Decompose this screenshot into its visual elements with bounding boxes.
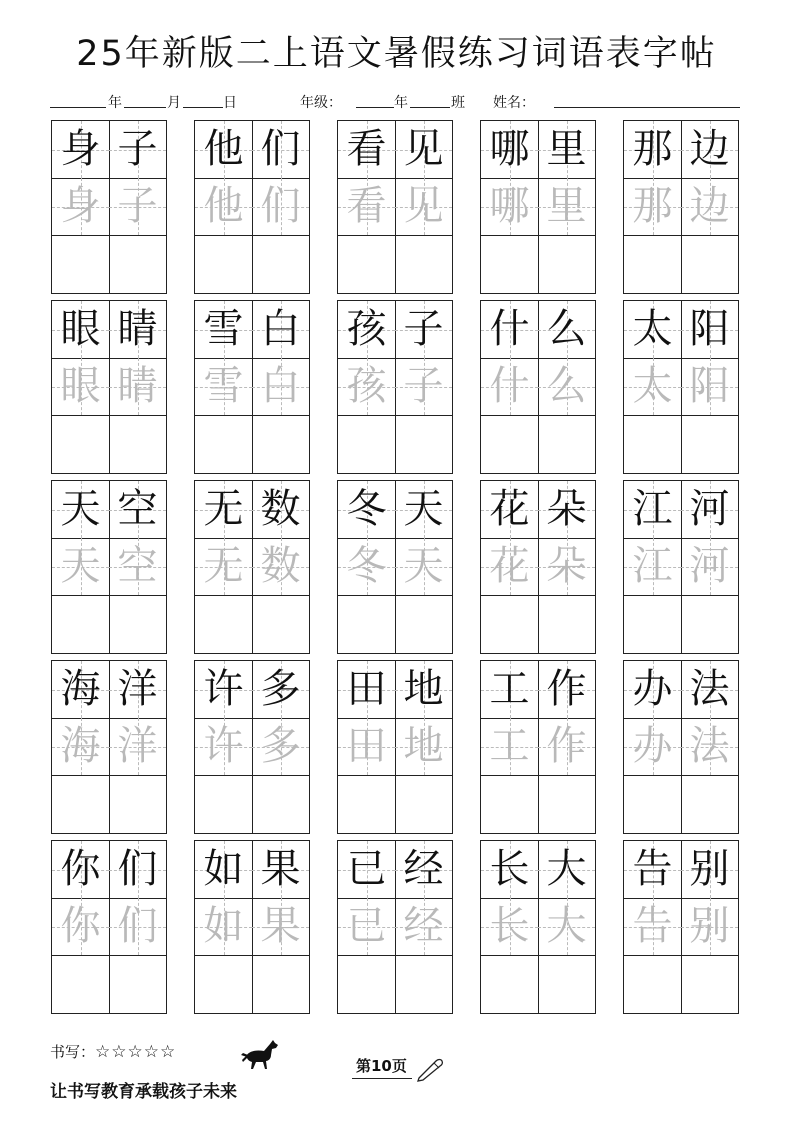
trace-character: 洋 bbox=[117, 723, 158, 769]
word-cell bbox=[623, 120, 739, 294]
model-square bbox=[395, 661, 452, 718]
model-character: 海 bbox=[60, 666, 101, 712]
model-square bbox=[538, 841, 595, 898]
model-character: 空 bbox=[117, 486, 158, 532]
word-cell bbox=[337, 660, 453, 834]
model-character: 办 bbox=[632, 666, 673, 712]
trace-character: 如 bbox=[203, 903, 244, 949]
blank-practice-square[interactable] bbox=[481, 775, 538, 832]
trace-square bbox=[395, 178, 452, 235]
model-square bbox=[624, 661, 681, 718]
model-square bbox=[195, 121, 252, 178]
trace-square bbox=[395, 898, 452, 955]
trace-character: 孩 bbox=[346, 363, 387, 409]
model-character: 多 bbox=[260, 666, 301, 712]
model-square bbox=[109, 121, 166, 178]
model-character: 子 bbox=[403, 306, 444, 352]
student-info-line bbox=[50, 89, 750, 113]
model-character: 他 bbox=[203, 126, 244, 172]
trace-square bbox=[52, 358, 109, 415]
trace-square bbox=[624, 898, 681, 955]
blank-practice-square[interactable] bbox=[52, 415, 109, 472]
trace-character: 法 bbox=[689, 723, 730, 769]
trace-square bbox=[624, 538, 681, 595]
model-square bbox=[252, 841, 309, 898]
trace-square bbox=[195, 898, 252, 955]
trace-character: 空 bbox=[117, 543, 158, 589]
word-cell bbox=[194, 660, 310, 834]
grade-blank[interactable] bbox=[356, 107, 394, 108]
model-character: 江 bbox=[632, 486, 673, 532]
trace-character: 你 bbox=[60, 903, 101, 949]
name-blank[interactable] bbox=[554, 107, 740, 108]
model-square bbox=[481, 481, 538, 538]
trace-character: 见 bbox=[403, 183, 444, 229]
blank-practice-square[interactable] bbox=[252, 775, 309, 832]
trace-square bbox=[195, 718, 252, 775]
word-cell bbox=[194, 840, 310, 1014]
trace-character: 果 bbox=[260, 903, 301, 949]
blank-practice-square[interactable] bbox=[624, 595, 681, 652]
blank-practice-square[interactable] bbox=[109, 235, 166, 292]
trace-character: 白 bbox=[260, 363, 301, 409]
blank-practice-square[interactable] bbox=[624, 235, 681, 292]
model-square bbox=[52, 481, 109, 538]
trace-character: 雪 bbox=[203, 363, 244, 409]
trace-character: 冬 bbox=[346, 543, 387, 589]
trace-square bbox=[252, 898, 309, 955]
trace-character: 边 bbox=[689, 183, 730, 229]
year-label: 年 bbox=[108, 95, 122, 111]
model-character: 眼 bbox=[60, 306, 101, 352]
model-square bbox=[109, 301, 166, 358]
model-character: 你 bbox=[60, 846, 101, 892]
model-character: 们 bbox=[260, 126, 301, 172]
model-square bbox=[538, 661, 595, 718]
blank-practice-square[interactable] bbox=[338, 955, 395, 1012]
model-character: 朵 bbox=[546, 486, 587, 532]
rating-stars[interactable]: ☆☆☆☆☆ bbox=[95, 1042, 177, 1062]
trace-square bbox=[481, 178, 538, 235]
trace-square bbox=[538, 718, 595, 775]
month-label: 月 bbox=[167, 95, 181, 111]
model-character: 子 bbox=[117, 126, 158, 172]
blank-practice-square[interactable] bbox=[109, 775, 166, 832]
word-cell bbox=[337, 840, 453, 1014]
word-cell bbox=[337, 480, 453, 654]
model-square bbox=[681, 481, 738, 538]
word-cell bbox=[51, 840, 167, 1014]
trace-character: 里 bbox=[546, 183, 587, 229]
blank-practice-square[interactable] bbox=[624, 415, 681, 472]
blank-practice-square[interactable] bbox=[338, 775, 395, 832]
trace-character: 经 bbox=[403, 903, 444, 949]
trace-square bbox=[481, 718, 538, 775]
trace-character: 工 bbox=[489, 723, 530, 769]
year-blank[interactable] bbox=[50, 107, 106, 108]
trace-square bbox=[395, 358, 452, 415]
model-square bbox=[252, 481, 309, 538]
page-underline bbox=[352, 1078, 412, 1079]
model-character: 天 bbox=[403, 486, 444, 532]
page-label: 第10页 bbox=[356, 1057, 407, 1075]
model-square bbox=[624, 121, 681, 178]
word-cell bbox=[480, 120, 596, 294]
word-cell bbox=[337, 300, 453, 474]
blank-practice-square[interactable] bbox=[481, 415, 538, 472]
blank-practice-square[interactable] bbox=[195, 235, 252, 292]
word-cell bbox=[623, 480, 739, 654]
trace-square bbox=[52, 178, 109, 235]
trace-character: 天 bbox=[403, 543, 444, 589]
trace-square bbox=[481, 898, 538, 955]
trace-square bbox=[195, 178, 252, 235]
model-character: 那 bbox=[632, 126, 673, 172]
model-character: 太 bbox=[632, 306, 673, 352]
model-character: 河 bbox=[689, 486, 730, 532]
trace-square bbox=[338, 538, 395, 595]
trace-square bbox=[481, 358, 538, 415]
model-character: 大 bbox=[546, 846, 587, 892]
blank-practice-square[interactable] bbox=[109, 415, 166, 472]
trace-square bbox=[624, 358, 681, 415]
model-square bbox=[109, 841, 166, 898]
trace-character: 许 bbox=[203, 723, 244, 769]
trace-square bbox=[338, 718, 395, 775]
model-square bbox=[538, 301, 595, 358]
trace-square bbox=[195, 538, 252, 595]
trace-square bbox=[681, 178, 738, 235]
model-character: 见 bbox=[403, 126, 444, 172]
model-square bbox=[195, 661, 252, 718]
trace-character: 多 bbox=[260, 723, 301, 769]
word-cell bbox=[51, 300, 167, 474]
blank-practice-square[interactable] bbox=[195, 955, 252, 1012]
blank-practice-square[interactable] bbox=[195, 775, 252, 832]
grade-year-label: 年 bbox=[394, 95, 408, 111]
blank-practice-square[interactable] bbox=[395, 415, 452, 472]
trace-square bbox=[538, 538, 595, 595]
trace-character: 告 bbox=[632, 903, 673, 949]
model-square bbox=[52, 661, 109, 718]
blank-practice-square[interactable] bbox=[252, 595, 309, 652]
horse-icon bbox=[240, 1036, 284, 1080]
blank-practice-square[interactable] bbox=[338, 235, 395, 292]
trace-character: 长 bbox=[489, 903, 530, 949]
model-square bbox=[338, 661, 395, 718]
trace-character: 那 bbox=[632, 183, 673, 229]
trace-square bbox=[52, 898, 109, 955]
trace-square bbox=[252, 538, 309, 595]
day-label: 日 bbox=[223, 95, 237, 111]
model-character: 白 bbox=[260, 306, 301, 352]
trace-character: 身 bbox=[60, 183, 101, 229]
page-title: 25年新版二上语文暑假练习词语表字帖 bbox=[76, 34, 717, 74]
model-character: 告 bbox=[632, 846, 673, 892]
class-label: 班 bbox=[451, 95, 465, 111]
blank-practice-square[interactable] bbox=[681, 595, 738, 652]
word-cell bbox=[51, 120, 167, 294]
blank-practice-square[interactable] bbox=[481, 595, 538, 652]
model-character: 无 bbox=[203, 486, 244, 532]
trace-square bbox=[109, 718, 166, 775]
model-character: 工 bbox=[489, 666, 530, 712]
blank-practice-square[interactable] bbox=[395, 235, 452, 292]
grade-label: 年级： bbox=[300, 95, 342, 111]
model-square bbox=[624, 301, 681, 358]
trace-square bbox=[538, 898, 595, 955]
trace-character: 江 bbox=[632, 543, 673, 589]
trace-square bbox=[252, 718, 309, 775]
model-character: 什 bbox=[489, 306, 530, 352]
model-character: 身 bbox=[60, 126, 101, 172]
model-square bbox=[338, 481, 395, 538]
page-number bbox=[356, 1055, 407, 1076]
model-square bbox=[52, 841, 109, 898]
model-square bbox=[481, 841, 538, 898]
word-cell bbox=[51, 660, 167, 834]
blank-practice-square[interactable] bbox=[538, 235, 595, 292]
blank-practice-square[interactable] bbox=[109, 955, 166, 1012]
blank-practice-square[interactable] bbox=[338, 595, 395, 652]
model-square bbox=[338, 121, 395, 178]
trace-character: 们 bbox=[260, 183, 301, 229]
model-character: 已 bbox=[346, 846, 387, 892]
blank-practice-square[interactable] bbox=[624, 955, 681, 1012]
model-square bbox=[395, 841, 452, 898]
trace-square bbox=[538, 178, 595, 235]
model-square bbox=[195, 481, 252, 538]
blank-practice-square[interactable] bbox=[681, 955, 738, 1012]
model-square bbox=[681, 301, 738, 358]
model-square bbox=[338, 301, 395, 358]
trace-square bbox=[52, 718, 109, 775]
trace-square bbox=[109, 358, 166, 415]
model-character: 睛 bbox=[117, 306, 158, 352]
blank-practice-square[interactable] bbox=[252, 415, 309, 472]
trace-square bbox=[109, 898, 166, 955]
blank-practice-square[interactable] bbox=[481, 235, 538, 292]
trace-character: 无 bbox=[203, 543, 244, 589]
model-character: 么 bbox=[546, 306, 587, 352]
trace-character: 们 bbox=[117, 903, 158, 949]
model-square bbox=[681, 841, 738, 898]
trace-square bbox=[109, 538, 166, 595]
trace-square bbox=[681, 898, 738, 955]
blank-practice-square[interactable] bbox=[195, 415, 252, 472]
model-square bbox=[52, 121, 109, 178]
model-character: 长 bbox=[489, 846, 530, 892]
trace-character: 天 bbox=[60, 543, 101, 589]
trace-square bbox=[195, 358, 252, 415]
class-blank[interactable] bbox=[410, 107, 450, 108]
trace-character: 河 bbox=[689, 543, 730, 589]
model-character: 边 bbox=[689, 126, 730, 172]
blank-practice-square[interactable] bbox=[52, 235, 109, 292]
model-character: 经 bbox=[403, 846, 444, 892]
blank-practice-square[interactable] bbox=[481, 955, 538, 1012]
trace-character: 眼 bbox=[60, 363, 101, 409]
trace-character: 他 bbox=[203, 183, 244, 229]
trace-square bbox=[681, 718, 738, 775]
model-square bbox=[395, 301, 452, 358]
blank-practice-square[interactable] bbox=[681, 775, 738, 832]
model-character: 看 bbox=[346, 126, 387, 172]
trace-square bbox=[109, 178, 166, 235]
model-square bbox=[109, 661, 166, 718]
word-cell bbox=[51, 480, 167, 654]
trace-character: 什 bbox=[489, 363, 530, 409]
word-cell bbox=[480, 660, 596, 834]
model-character: 里 bbox=[546, 126, 587, 172]
trace-character: 地 bbox=[403, 723, 444, 769]
word-cell bbox=[480, 480, 596, 654]
word-cell bbox=[480, 300, 596, 474]
day-blank[interactable] bbox=[183, 107, 223, 108]
blank-practice-square[interactable] bbox=[681, 415, 738, 472]
trace-character: 哪 bbox=[489, 183, 530, 229]
model-character: 数 bbox=[260, 486, 301, 532]
model-square bbox=[681, 121, 738, 178]
blank-practice-square[interactable] bbox=[538, 955, 595, 1012]
trace-square bbox=[338, 178, 395, 235]
blank-practice-square[interactable] bbox=[252, 235, 309, 292]
model-square bbox=[481, 121, 538, 178]
model-square bbox=[481, 661, 538, 718]
blank-practice-square[interactable] bbox=[624, 775, 681, 832]
model-character: 哪 bbox=[489, 126, 530, 172]
model-square bbox=[481, 301, 538, 358]
model-character: 们 bbox=[117, 846, 158, 892]
blank-practice-square[interactable] bbox=[338, 415, 395, 472]
trace-character: 花 bbox=[489, 543, 530, 589]
model-character: 法 bbox=[689, 666, 730, 712]
trace-character: 太 bbox=[632, 363, 673, 409]
trace-character: 别 bbox=[689, 903, 730, 949]
model-character: 天 bbox=[60, 486, 101, 532]
model-square bbox=[195, 301, 252, 358]
trace-character: 办 bbox=[632, 723, 673, 769]
word-cell bbox=[194, 120, 310, 294]
blank-practice-square[interactable] bbox=[195, 595, 252, 652]
blank-practice-square[interactable] bbox=[681, 235, 738, 292]
model-character: 花 bbox=[489, 486, 530, 532]
model-square bbox=[681, 661, 738, 718]
model-square bbox=[395, 481, 452, 538]
word-cell bbox=[194, 480, 310, 654]
model-square bbox=[109, 481, 166, 538]
model-character: 洋 bbox=[117, 666, 158, 712]
pen-icon bbox=[416, 1056, 446, 1086]
word-cell bbox=[480, 840, 596, 1014]
blank-practice-square[interactable] bbox=[538, 415, 595, 472]
blank-practice-square[interactable] bbox=[538, 595, 595, 652]
trace-square bbox=[681, 538, 738, 595]
model-character: 田 bbox=[346, 666, 387, 712]
model-square bbox=[624, 481, 681, 538]
word-cell bbox=[337, 120, 453, 294]
trace-character: 大 bbox=[546, 903, 587, 949]
model-character: 别 bbox=[689, 846, 730, 892]
writing-rating bbox=[50, 1041, 176, 1062]
trace-character: 作 bbox=[546, 723, 587, 769]
word-cell bbox=[623, 660, 739, 834]
model-square bbox=[252, 301, 309, 358]
model-character: 作 bbox=[546, 666, 587, 712]
trace-square bbox=[338, 898, 395, 955]
model-character: 地 bbox=[403, 666, 444, 712]
trace-square bbox=[538, 358, 595, 415]
model-character: 如 bbox=[203, 846, 244, 892]
blank-practice-square[interactable] bbox=[109, 595, 166, 652]
trace-square bbox=[624, 718, 681, 775]
blank-practice-square[interactable] bbox=[395, 595, 452, 652]
model-character: 果 bbox=[260, 846, 301, 892]
trace-character: 已 bbox=[346, 903, 387, 949]
trace-square bbox=[52, 538, 109, 595]
trace-character: 睛 bbox=[117, 363, 158, 409]
model-character: 阳 bbox=[689, 306, 730, 352]
model-square bbox=[252, 121, 309, 178]
blank-practice-square[interactable] bbox=[52, 775, 109, 832]
slogan: 让书写教育承载孩子未来 bbox=[50, 1082, 237, 1102]
trace-character: 数 bbox=[260, 543, 301, 589]
blank-practice-square[interactable] bbox=[395, 775, 452, 832]
word-cell bbox=[623, 300, 739, 474]
blank-practice-square[interactable] bbox=[52, 955, 109, 1012]
model-square bbox=[195, 841, 252, 898]
month-blank[interactable] bbox=[124, 107, 166, 108]
writing-label: 书写： bbox=[50, 1043, 96, 1061]
model-square bbox=[338, 841, 395, 898]
trace-character: 朵 bbox=[546, 543, 587, 589]
trace-character: 海 bbox=[60, 723, 101, 769]
word-cell bbox=[623, 840, 739, 1014]
trace-character: 子 bbox=[403, 363, 444, 409]
model-square bbox=[624, 841, 681, 898]
model-character: 冬 bbox=[346, 486, 387, 532]
name-label: 姓名： bbox=[493, 95, 535, 111]
trace-character: 么 bbox=[546, 363, 587, 409]
trace-character: 田 bbox=[346, 723, 387, 769]
blank-practice-square[interactable] bbox=[538, 775, 595, 832]
word-cell bbox=[194, 300, 310, 474]
trace-square bbox=[252, 178, 309, 235]
blank-practice-square[interactable] bbox=[52, 595, 109, 652]
blank-practice-square[interactable] bbox=[395, 955, 452, 1012]
trace-character: 阳 bbox=[689, 363, 730, 409]
model-character: 雪 bbox=[203, 306, 244, 352]
model-character: 许 bbox=[203, 666, 244, 712]
model-square bbox=[252, 661, 309, 718]
trace-square bbox=[395, 538, 452, 595]
trace-square bbox=[681, 358, 738, 415]
blank-practice-square[interactable] bbox=[252, 955, 309, 1012]
model-square bbox=[52, 301, 109, 358]
model-character: 孩 bbox=[346, 306, 387, 352]
model-square bbox=[538, 481, 595, 538]
trace-square bbox=[481, 538, 538, 595]
trace-character: 看 bbox=[346, 183, 387, 229]
trace-square bbox=[252, 358, 309, 415]
model-square bbox=[395, 121, 452, 178]
trace-square bbox=[624, 178, 681, 235]
trace-square bbox=[338, 358, 395, 415]
trace-character: 子 bbox=[117, 183, 158, 229]
model-square bbox=[538, 121, 595, 178]
trace-square bbox=[395, 718, 452, 775]
